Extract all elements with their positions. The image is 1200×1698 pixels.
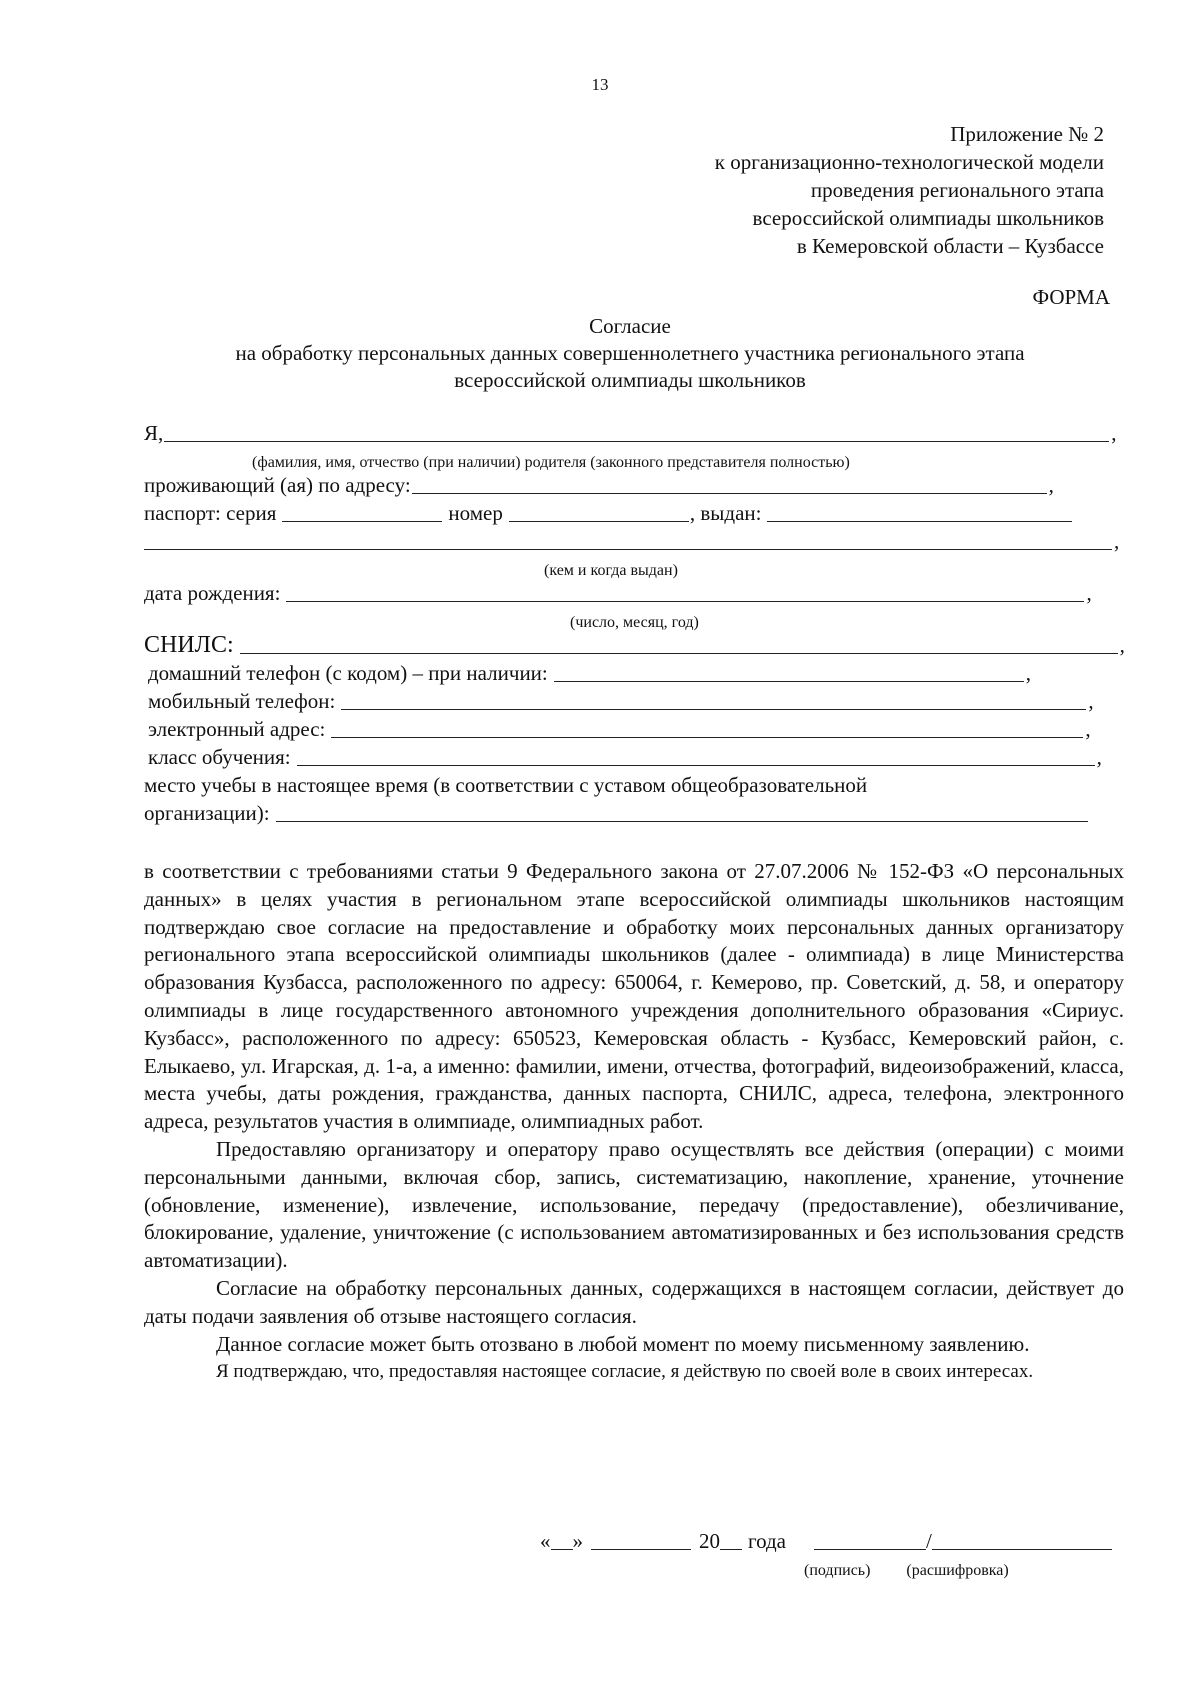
field-label: класс обучения: — [148, 745, 291, 769]
comma: , — [1048, 473, 1054, 497]
field-school-line2 — [144, 798, 1089, 826]
comma: , — [1086, 581, 1092, 605]
comma: , — [1025, 661, 1032, 685]
address-blank[interactable] — [412, 473, 1047, 494]
appendix-line: в Кемеровской области – Кузбассе — [796, 234, 1104, 258]
signature-line — [540, 1526, 1113, 1554]
title-line: на обработку персональных данных совершеннолетнего участника регионального этапа — [235, 341, 1025, 365]
sign-hint: (подпись) — [804, 1562, 871, 1579]
field-label: Я, — [144, 421, 164, 445]
comma: , — [1114, 529, 1120, 553]
decode-blank[interactable] — [932, 1529, 1112, 1550]
home-phone-blank[interactable] — [554, 661, 1024, 682]
forma-label: ФОРМА — [1032, 285, 1110, 309]
year-prefix: 20 — [699, 1529, 720, 1553]
field-address — [144, 470, 1054, 498]
issued-hint: (кем и когда выдан) — [544, 562, 678, 579]
full-name-blank[interactable] — [164, 421, 1109, 442]
comma: , — [1119, 633, 1125, 657]
open-quote: « — [540, 1529, 551, 1553]
field-label: СНИЛС: — [144, 632, 234, 658]
field-label: домашний телефон (с кодом) – при наличии: — [148, 661, 548, 685]
field-mobile-phone — [148, 686, 1094, 714]
field-label: дата рождения: — [144, 581, 281, 605]
field-school-line1 — [144, 770, 867, 798]
field-birth-date — [144, 578, 1092, 606]
field-email — [148, 714, 1091, 742]
day-blank[interactable] — [551, 1529, 573, 1550]
close-quote: » — [572, 1529, 583, 1553]
field-passport-issued-cont — [144, 526, 1119, 554]
comma: , — [1096, 745, 1102, 769]
consent-paragraph: Данное согласие может быть отозвано в любой момент по моему письменному заявлению. — [216, 1331, 1030, 1356]
passport-number-blank[interactable] — [509, 501, 689, 522]
comma: , — [1111, 421, 1117, 445]
passport-issued-blank-2[interactable] — [144, 529, 1112, 550]
birth-hint: (число, месяц, год) — [570, 614, 699, 631]
year-suffix: года — [748, 1529, 786, 1553]
field-label: организации): — [144, 801, 270, 825]
birth-date-blank[interactable] — [286, 581, 1084, 602]
signature-blank[interactable] — [814, 1529, 926, 1550]
comma: , — [1088, 689, 1094, 713]
consent-body — [144, 858, 1124, 1386]
passport-series-blank[interactable] — [282, 501, 442, 522]
field-full-name — [144, 418, 1117, 446]
full-name-hint: (фамилия, имя, отчество (при наличии) родителя (законного представителя полностью) — [252, 454, 850, 471]
title-line: всероссийской олимпиады школьников — [454, 368, 806, 392]
document-title — [140, 313, 1120, 394]
field-snils — [144, 630, 1125, 658]
year-blank[interactable] — [720, 1529, 742, 1550]
field-label: , выдан: — [689, 501, 762, 525]
title-line: Согласие — [589, 314, 671, 338]
page-number: 13 — [591, 75, 609, 94]
field-label: проживающий (ая) по адресу: — [144, 473, 411, 497]
field-grade — [148, 742, 1102, 770]
consent-paragraph: в соответствии с требованиями статьи 9 Федерального закона от 27.07.2006 № 152-ФЗ «О персональных данных» в целях участия в региональном этапе всероссийской олимпиады школьников настоящим подтверждаю свое согласие на предоставление и обработку моих персональных данных организатору регионального этапа всероссийской олимпиады школьников (далее - олимпиада) в лице Министерства образования Кузбасса, расположенного по адресу: 650064, г. Кемерово, пр. Советский, д. 58, и оператору олимпиады в лице государственного автономного учреждения дополнительного образования «Сириус. Кузбасс», расположенного по адресу: 650523, Кемеровская область - Кузбасс, Кемеровский район, с. Елыкаево, ул. Игарская, д. 1-а, а именно: фамилии, имени, отчества, фотографий, видеоизображений, класса, места учебы, даты рождения, гражданства, данных паспорта, СНИЛС, адреса, телефона, электронного адреса, результатов участия в олимпиаде, олимпиадных работ. — [144, 859, 1124, 1134]
consent-paragraph: Согласие на обработку персональных данных, содержащихся в настоящем согласии, действует до даты подачи заявления об отзыве настоящего согласия. — [144, 1275, 1124, 1328]
consent-paragraph: Я подтверждаю, что, предоставляя настоящее согласие, я действую по своей воле в своих интересах. — [216, 1361, 1034, 1383]
field-label: место учебы в настоящее время (в соответствии с уставом общеобразовательной — [144, 773, 868, 797]
email-blank[interactable] — [331, 717, 1083, 738]
decode-hint: (расшифровка) — [906, 1562, 1009, 1579]
snils-blank[interactable] — [240, 633, 1118, 654]
grade-blank[interactable] — [297, 745, 1095, 766]
school-blank[interactable] — [276, 801, 1088, 822]
appendix-line: к организационно-технологической модели — [714, 150, 1104, 174]
slash: / — [926, 1529, 932, 1553]
consent-paragraph: Предоставляю организатору и оператору право осуществлять все действия (операции) с моими персональными данными, включая сбор, запись, систематизацию, накопление, хранение, уточнение (обновление, изменение), извлечение, использование, передачу (предоставление), обезличивание, блокирование, удаление, уничтожение (с использованием автоматизированных и без использования средств автоматизации). — [144, 1136, 1124, 1273]
signature-hints — [804, 1558, 1009, 1584]
field-label: мобильный телефон: — [148, 689, 336, 713]
field-label: паспорт: серия — [144, 501, 277, 525]
month-blank[interactable] — [591, 1529, 691, 1550]
appendix-line: проведения регионального этапа — [810, 178, 1104, 202]
field-label: номер — [448, 501, 503, 525]
appendix-header — [715, 120, 1104, 260]
field-passport — [144, 498, 1073, 526]
field-label: электронный адрес: — [148, 717, 326, 741]
appendix-line: Приложение № 2 — [950, 122, 1104, 146]
field-home-phone — [148, 658, 1031, 686]
appendix-line: всероссийской олимпиады школьников — [752, 206, 1104, 230]
comma: , — [1085, 717, 1091, 741]
mobile-phone-blank[interactable] — [341, 689, 1086, 710]
passport-issued-blank[interactable] — [767, 501, 1072, 522]
